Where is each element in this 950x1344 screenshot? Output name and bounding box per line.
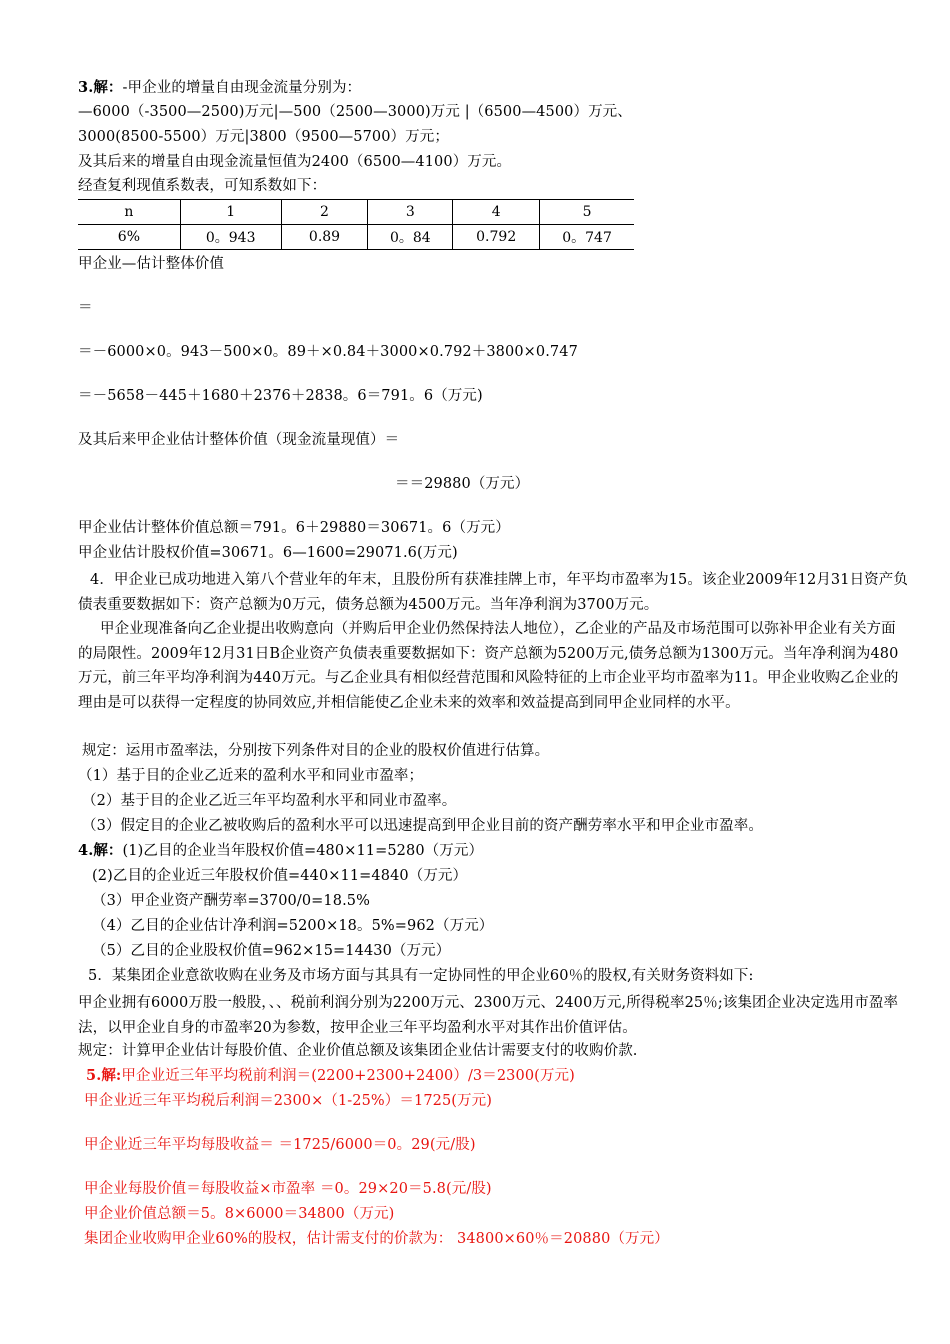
q5-answer-line-1 (86, 1066, 575, 1086)
q5-answer-5: 甲企业价值总额＝5。8×6000＝34800（万元) (84, 1206, 395, 1222)
q3-intro: -甲企业的增量自由现金流量分别为： (122, 80, 362, 96)
q3-line-9: ＝－5658－445＋1680＋2376＋2838。6＝791。6（万元) (78, 388, 483, 404)
q3-line-1 (78, 78, 361, 98)
table-cell: 6% (78, 225, 180, 250)
q3-line-3: 3000(8500-5500）万元|3800（9500—5700）万元； (78, 129, 449, 145)
q3-line-6: 甲企业—估计整体价值 (78, 256, 224, 272)
table-cell: 0。84 (368, 225, 453, 250)
table-cell: 0.89 (281, 225, 368, 250)
q4-answer-line-1 (78, 841, 483, 861)
q3-line-11: ＝＝29880（万元） (395, 476, 530, 492)
q4-paragraph-2: 甲企业现准备向乙企业提出收购意向（并购后甲企业仍然保持法人地位），乙企业的产品及市场范围可以弥补甲企业有关方面的局限性。2009年12月31日B企业资产负债表重要数据如下：资产总额为5200万元,债务总额为1300万元。当年净利润为480万元，前三年平均净利润为440万元。与乙企业具有相似经营范围和风险特征的上市企业平均市盈率为11。甲企业收购乙企业的理由是可以获得一定程度的协同效应,并相信能使乙企业未来的效率和效益提高到同甲企业同样的水平。 (78, 621, 899, 711)
q3-line-8: ＝－6000×0。943－500×0。89＋×0.84＋3000×0.792＋3800×0.747 (78, 344, 578, 360)
q5-answer-3: 甲企业近三年平均每股收益＝ ＝1725/6000＝0。29(元/股) (84, 1137, 476, 1153)
q4-answer-heading: 4.解： (78, 842, 123, 859)
table-cell: 0。943 (180, 225, 281, 250)
table-cell: 0。747 (540, 225, 634, 250)
table-cell: 2 (281, 200, 368, 225)
q5-answer-heading: 5.解: (86, 1067, 122, 1084)
q4-answer-3: （3）甲企业资产酬劳率=3700/0=18.5% (92, 893, 370, 909)
q4-answer-4: （4）乙目的企业估计净利润=5200×18。5%=962（万元） (92, 918, 494, 934)
q4-condition-2: （2）基于目的企业乙近三年平均盈利水平和同业市盈率。 (82, 793, 457, 809)
q3-line-10: 及其后来甲企业估计整体价值（现金流量现值）＝ (78, 432, 400, 448)
q5-paragraph-2: 甲企业拥有6000万股一般股，、、税前利润分别为2200万元、2300万元、2400万元,所得税率25％;该集团企业决定选用市盈率法，以甲企业自身的市盈率20为参数，按甲企业三年平均盈利水平对其作出价值评估。 (78, 995, 899, 1036)
q3-line-2: —6000（-3500—2500)万元|—500（2500—3000)万元 |（6500—4500）万元、 (78, 104, 632, 120)
q4-answer-2: (2)乙目的企业近三年股权价值=440×11=4840（万元） (92, 868, 468, 884)
q4-condition-3: （3）假定目的企业乙被收购后的盈利水平可以迅速提高到甲企业目前的资产酬劳率水平和甲企业市盈率。 (82, 818, 763, 834)
q4-paragraph-1: 4．甲企业已成功地进入第八个营业年的年末，且股份所有获准挂牌上市，年平均市盈率为15。该企业2009年12月31日资产负债表重要数据如下：资产总额为0万元，债务总额为4500万元。当年净利润为3700万元。 (78, 572, 908, 613)
q5-answer-6: 集团企业收购甲企业60%的股权，估计需支付的价款为： 34800×60％＝20880（万元） (84, 1231, 669, 1247)
q5-answer-2: 甲企业近三年平均税后利润＝2300×（1-25%）＝1725(万元) (84, 1093, 493, 1109)
table-row (78, 225, 634, 250)
table-cell: 4 (453, 200, 540, 225)
q5-paragraph-1: 5．某集团企业意欲收购在业务及市场方面与其具有一定协同性的甲企业60％的股权,有关财务资料如下: (88, 968, 754, 984)
q4-answer-5: （5）乙目的企业股权价值=962×15=14430（万元） (92, 943, 451, 959)
q5-answer-1: 甲企业近三年平均税前利润＝(2200+2300+2400）/3＝2300(万元) (121, 1068, 575, 1084)
q3-heading: 3.解： (78, 79, 123, 96)
q4-condition-1: （1）基于目的企业乙近来的盈利水平和同业市盈率； (78, 768, 424, 784)
q4-requirement: 规定：运用市盈率法，分别按下列条件对目的企业的股权价值进行估算。 (82, 743, 550, 759)
q3-line-5: 经查复利现值系数表，可知系数如下： (78, 178, 327, 194)
table-header-row (78, 200, 634, 225)
table-cell: 0.792 (453, 225, 540, 250)
q5-requirement: 规定：计算甲企业估计每股价值、企业价值总额及该集团企业估计需要支付的收购价款. (78, 1043, 638, 1059)
q3-line-7: ＝ (78, 300, 93, 316)
table-cell: 1 (180, 200, 281, 225)
table-cell: 5 (540, 200, 634, 225)
q4-answer-1: (1)乙目的企业当年股权价值=480×11=5280（万元） (122, 843, 484, 859)
table-cell: n (78, 200, 180, 225)
q3-line-12: 甲企业估计整体价值总额＝791。6＋29880＝30671。6（万元） (78, 520, 510, 536)
present-value-coefficient-table (78, 199, 634, 250)
q3-line-13: 甲企业估计股权价值=30671。6—1600=29071.6(万元) (78, 545, 458, 561)
q3-line-4: 及其后来的增量自由现金流量恒值为2400（6500—4100）万元。 (78, 154, 512, 170)
q5-answer-4: 甲企业每股价值＝每股收益×市盈率 ＝0。29×20＝5.8(元/股) (84, 1181, 492, 1197)
table-cell: 3 (368, 200, 453, 225)
